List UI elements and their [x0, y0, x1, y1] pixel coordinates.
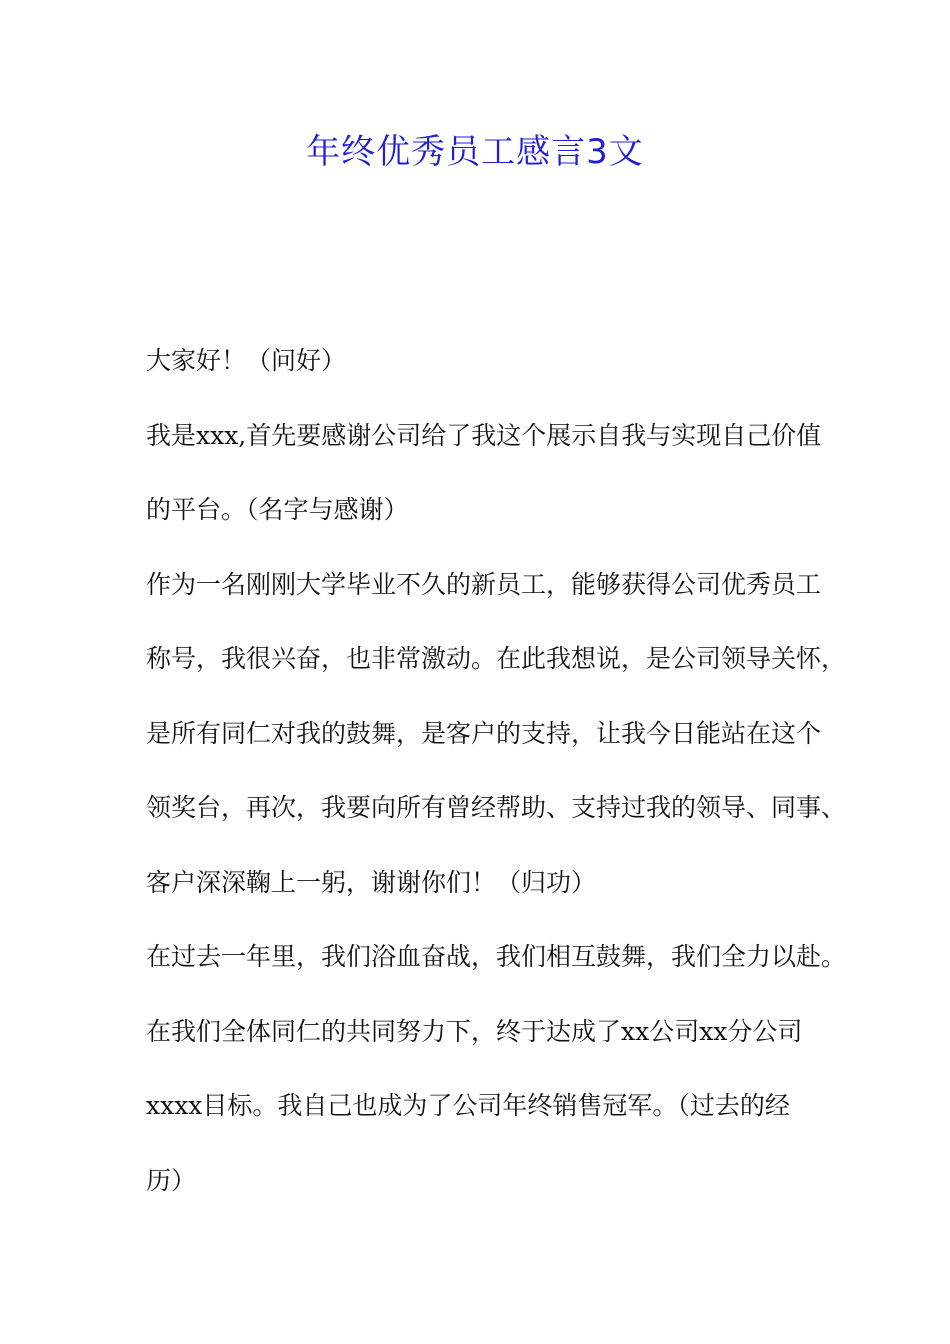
body-line: xxxx目标。我自己也成为了公司年终销售冠军。（过去的经 — [146, 1091, 790, 1120]
document-title: 年终优秀员工感言3文 — [306, 132, 644, 172]
document-body — [146, 338, 847, 1232]
body-line: 历） — [146, 1165, 197, 1195]
body-line: 的平台。（名字与感谢） — [146, 495, 409, 524]
body-line: 客户深深鞠上一躬，谢谢你们！（归功） — [146, 867, 597, 897]
body-line: 大家好！（问好） — [146, 346, 347, 375]
body-line: 作为一名刚刚大学毕业不久的新员工，能够获得公司优秀员工 — [146, 569, 822, 599]
body-line: 是所有同仁对我的鼓舞，是客户的支持，让我今日能站在这个 — [146, 718, 822, 748]
body-line: 领奖台，再次，我要向所有曾经帮助、支持过我的领导、同事、 — [146, 793, 847, 822]
body-line: 称号，我很兴奋，也非常激动。在此我想说，是公司领导关怀， — [146, 644, 847, 673]
body-line: 在我们全体同仁的共同努力下，终于达成了xx公司xx分公司 — [146, 1016, 803, 1046]
body-line: 我是xxx,首先要感谢公司给了我这个展示自我与实现自己价值 — [146, 420, 822, 450]
body-line: 在过去一年里，我们浴血奋战，我们相互鼓舞，我们全力以赴。 — [146, 942, 847, 971]
